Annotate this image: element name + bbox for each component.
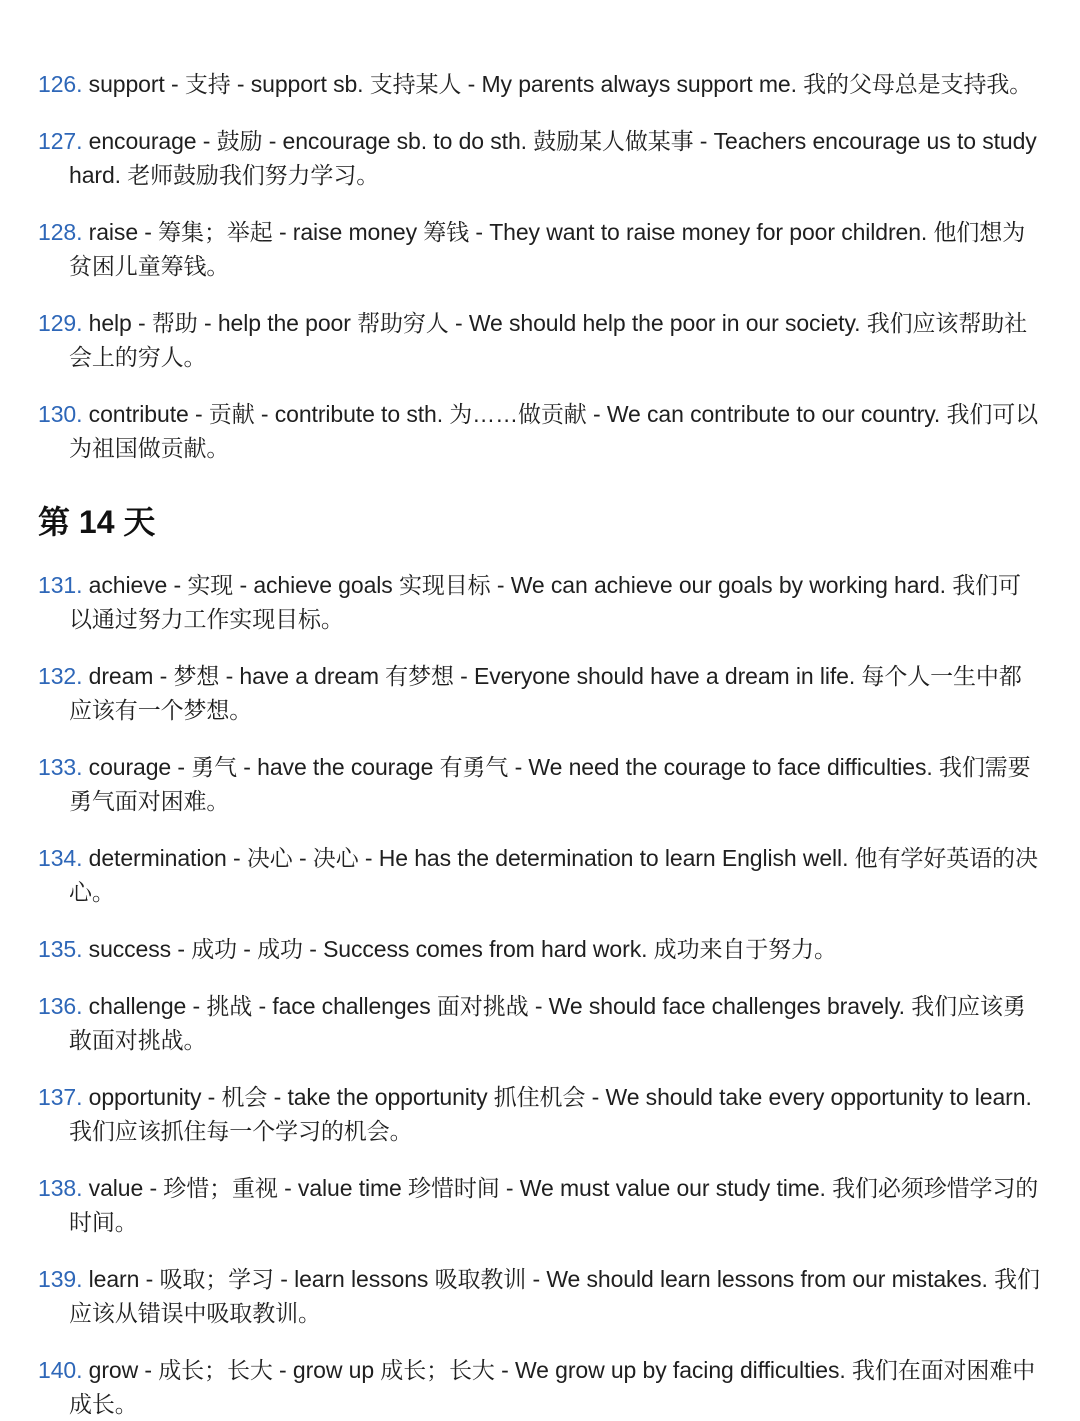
vocab-list-day-14 <box>38 568 1040 1421</box>
entry-text: dream - 梦想 - have a dream 有梦想 - Everyone should have a dream in life. 每个人一生中都应该有一个梦想。 <box>69 663 1022 723</box>
entry-text: challenge - 挑战 - face challenges 面对挑战 - We should face challenges bravely. 我们应该勇敢面对挑战。 <box>69 993 1026 1053</box>
entry-number: 140. <box>38 1357 83 1383</box>
entry-text: learn - 吸取；学习 - learn lessons 吸取教训 - We should learn lessons from our mistakes. 我们应该从错误中吸取教训。 <box>69 1266 1040 1326</box>
entry-text: achieve - 实现 - achieve goals 实现目标 - We can achieve our goals by working hard. 我们可以通过努力工作实现目标。 <box>69 572 1021 632</box>
entry-number: 129. <box>38 310 83 336</box>
entry-number: 128. <box>38 219 83 245</box>
entry-text: help - 帮助 - help the poor 帮助穷人 - We should help the poor in our society. 我们应该帮助社会上的穷人。 <box>69 310 1028 370</box>
vocab-entry-131 <box>38 568 1040 636</box>
entry-text: success - 成功 - 成功 - Success comes from hard work. 成功来自于努力。 <box>82 936 837 962</box>
entry-number: 134. <box>38 845 83 871</box>
entry-text: contribute - 贡献 - contribute to sth. 为……做贡献 - We can contribute to our country. 我们可以为祖国做贡献。 <box>69 401 1039 461</box>
entry-number: 132. <box>38 663 83 689</box>
vocab-entry-132 <box>38 659 1040 727</box>
vocab-entry-137 <box>38 1080 1040 1148</box>
entry-number: 139. <box>38 1266 83 1292</box>
vocab-entry-134 <box>38 841 1040 909</box>
vocab-list-day-13 <box>38 67 1040 465</box>
entry-number: 131. <box>38 572 83 598</box>
vocab-entry-129 <box>38 306 1040 374</box>
entry-number: 133. <box>38 754 83 780</box>
vocab-entry-135 <box>38 932 1040 966</box>
entry-text: determination - 决心 - 决心 - He has the determination to learn English well. 他有学好英语的决心。 <box>69 845 1038 905</box>
entry-text: encourage - 鼓励 - encourage sb. to do sth. 鼓励某人做某事 - Teachers encourage us to study hard. 老师鼓励我们努力学习。 <box>69 128 1037 188</box>
vocab-entry-138 <box>38 1171 1040 1239</box>
vocab-entry-136 <box>38 989 1040 1057</box>
entry-text: support - 支持 - support sb. 支持某人 - My parents always support me. 我的父母总是支持我。 <box>82 71 1033 97</box>
entry-text: grow - 成长；长大 - grow up 成长；长大 - We grow up by facing difficulties. 我们在面对困难中成长。 <box>69 1357 1036 1417</box>
entry-text: courage - 勇气 - have the courage 有勇气 - We need the courage to face difficulties. 我们需要勇气面对困难。 <box>69 754 1031 814</box>
vocab-entry-127 <box>38 124 1040 192</box>
entry-number: 130. <box>38 401 83 427</box>
entry-number: 126. <box>38 71 83 97</box>
vocab-entry-128 <box>38 215 1040 283</box>
vocab-entry-126 <box>38 67 1040 101</box>
entry-text: raise - 筹集；举起 - raise money 筹钱 - They want to raise money for poor children. 他们想为贫困儿童筹钱。 <box>69 219 1026 279</box>
vocab-entry-140 <box>38 1353 1040 1421</box>
entry-number: 137. <box>38 1084 83 1110</box>
vocab-entry-133 <box>38 750 1040 818</box>
entry-text: value - 珍惜；重视 - value time 珍惜时间 - We must value our study time. 我们必须珍惜学习的时间。 <box>69 1175 1039 1235</box>
vocab-entry-130 <box>38 397 1040 465</box>
entry-number: 136. <box>38 993 83 1019</box>
entry-text: opportunity - 机会 - take the opportunity 抓住机会 - We should take every opportunity to learn. 我们应该抓住每一个学习的机会。 <box>69 1084 1032 1144</box>
vocab-entry-139 <box>38 1262 1040 1330</box>
day-14-heading: 第 14 天 <box>38 504 156 540</box>
entry-number: 135. <box>38 936 83 962</box>
entry-number: 127. <box>38 128 83 154</box>
entry-number: 138. <box>38 1175 83 1201</box>
